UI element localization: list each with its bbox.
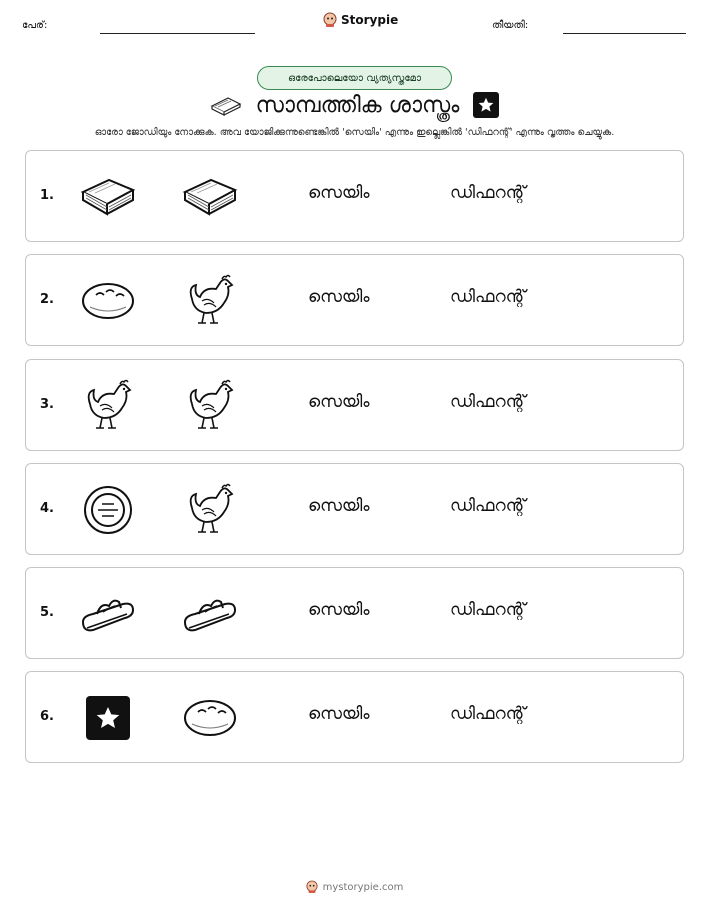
exercise-row [25, 359, 684, 451]
book-icon [180, 167, 240, 227]
row-number: 4. [40, 501, 54, 516]
sandal-icon [78, 584, 138, 644]
different-option[interactable]: ഡിഫറന്റ് [450, 496, 526, 516]
storypie-mascot-icon [306, 880, 318, 894]
different-option[interactable]: ഡിഫറന്റ് [450, 600, 526, 620]
same-option[interactable]: സെയിം [308, 392, 370, 412]
row-number: 3. [40, 397, 54, 412]
book-icon [78, 167, 138, 227]
row-number: 6. [40, 709, 54, 724]
different-option[interactable]: ഡിഫറന്റ് [450, 392, 526, 412]
coin-icon [78, 480, 138, 540]
row-number: 1. [40, 188, 54, 203]
bread-icon [78, 271, 138, 331]
same-option[interactable]: സെയിം [308, 496, 370, 516]
star-icon [78, 688, 138, 748]
sandal-icon [180, 584, 240, 644]
star-icon [473, 92, 499, 118]
storypie-mascot-icon [323, 12, 337, 28]
different-option[interactable]: ഡിഫറന്റ് [450, 287, 526, 307]
same-option[interactable]: സെയിം [308, 287, 370, 307]
topic-badge: ഒരേപോലെയോ വ്യത്യസ്തമോ [257, 66, 452, 90]
date-label: തീയതി: [492, 20, 529, 31]
chicken-icon [180, 376, 240, 436]
name-label: പേര്: [22, 20, 48, 31]
book-icon [210, 94, 242, 116]
date-line [563, 33, 686, 34]
row-number: 5. [40, 605, 54, 620]
same-option[interactable]: സെയിം [308, 704, 370, 724]
footer-url: mystorypie.com [322, 881, 404, 893]
different-option[interactable]: ഡിഫറന്റ് [450, 704, 526, 724]
instructions: ഓരോ ജോഡിയും നോക്കുക. അവ യോജിക്കുന്നുണ്ടെങ്കിൽ 'സെയിം' എന്നും ഇല്ലെങ്കിൽ 'ഡിഫറന്റ്' എന്നും വൃത്തം ചെയ്യുക. [94, 127, 615, 138]
row-number: 2. [40, 292, 54, 307]
page-title: സാമ്പത്തിക ശാസ്ത്രം [255, 92, 460, 118]
footer [0, 880, 709, 894]
brand-logo [323, 12, 398, 28]
chicken-icon [180, 271, 240, 331]
chicken-icon [180, 480, 240, 540]
same-option[interactable]: സെയിം [308, 600, 370, 620]
bread-icon [180, 688, 240, 748]
exercise-row [25, 463, 684, 555]
name-line [100, 33, 255, 34]
title-row [0, 92, 709, 118]
exercise-row [25, 254, 684, 346]
same-option[interactable]: സെയിം [308, 183, 370, 203]
exercise-row [25, 567, 684, 659]
exercise-row [25, 150, 684, 242]
exercise-row [25, 671, 684, 763]
chicken-icon [78, 376, 138, 436]
brand-name: Storypie [341, 13, 399, 27]
different-option[interactable]: ഡിഫറന്റ് [450, 183, 526, 203]
